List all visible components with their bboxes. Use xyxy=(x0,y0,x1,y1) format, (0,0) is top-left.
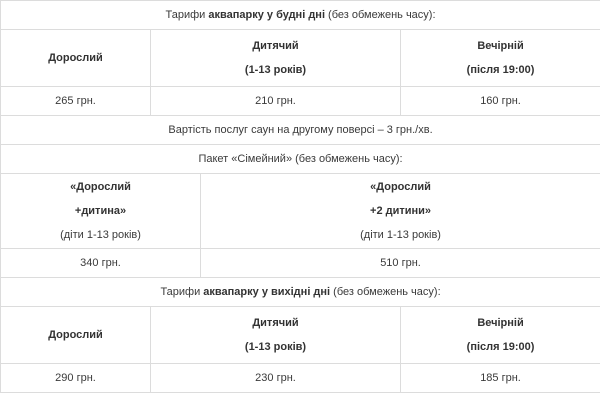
weekend-price-adult: 290 грн. xyxy=(1,364,151,393)
family-option-1-line1: «Дорослий xyxy=(70,180,131,193)
weekday-title-suffix: (без обмежень часу): xyxy=(325,8,436,21)
weekend-header-adult xyxy=(1,307,151,364)
family-price-2: 510 грн. xyxy=(201,249,600,278)
weekend-price-evening: 185 грн. xyxy=(401,364,600,393)
weekday-header-evening-time: (після 19:00) xyxy=(466,63,535,76)
family-option-1-note: (діти 1-13 років) xyxy=(60,228,141,241)
family-option-2-note: (діти 1-13 років) xyxy=(360,228,441,241)
weekend-header-child-label: Дитячий xyxy=(252,316,299,329)
family-option-2-line1: «Дорослий xyxy=(370,180,431,193)
family-option-1-line2: +дитина» xyxy=(74,204,127,217)
weekend-title xyxy=(1,278,600,307)
weekday-header-child-age: (1-13 років) xyxy=(244,63,307,76)
weekend-title-bold: аквапарку у вихідні дні xyxy=(203,285,331,298)
weekday-title-bold: аквапарку у будні дні xyxy=(208,8,325,21)
weekday-price-adult: 265 грн. xyxy=(1,87,151,116)
weekend-header-child xyxy=(151,307,401,364)
weekend-header-evening-label: Вечірній xyxy=(477,316,524,329)
weekend-price-child: 230 грн. xyxy=(151,364,401,393)
weekend-title-suffix: (без обмежень часу): xyxy=(330,285,441,298)
weekday-header-adult-label: Дорослий xyxy=(48,51,103,64)
weekday-price-evening: 160 грн. xyxy=(401,87,600,116)
family-option-1 xyxy=(1,174,201,249)
family-title: Пакет «Сімейний» (без обмежень часу): xyxy=(1,145,600,174)
family-option-2-line2: +2 дитини» xyxy=(370,204,432,217)
weekend-header-child-age: (1-13 років) xyxy=(244,340,307,353)
weekend-title-prefix: Тарифи xyxy=(160,285,204,298)
weekend-header-adult-label: Дорослий xyxy=(48,328,103,341)
weekday-header-child xyxy=(151,30,401,87)
weekday-title xyxy=(1,1,600,30)
weekday-header-evening-label: Вечірній xyxy=(477,39,524,52)
weekend-header-evening xyxy=(401,307,600,364)
weekday-header-evening xyxy=(401,30,600,87)
family-option-2 xyxy=(201,174,600,249)
weekday-header-adult xyxy=(1,30,151,87)
family-price-1: 340 грн. xyxy=(1,249,201,278)
weekday-price-child: 210 грн. xyxy=(151,87,401,116)
weekday-title-prefix: Тарифи xyxy=(165,8,209,21)
sauna-info: Вартість послуг саун на другому поверсі – 3 грн./хв. xyxy=(1,116,600,145)
weekend-header-evening-time: (після 19:00) xyxy=(466,340,535,353)
weekday-header-child-label: Дитячий xyxy=(252,39,299,52)
